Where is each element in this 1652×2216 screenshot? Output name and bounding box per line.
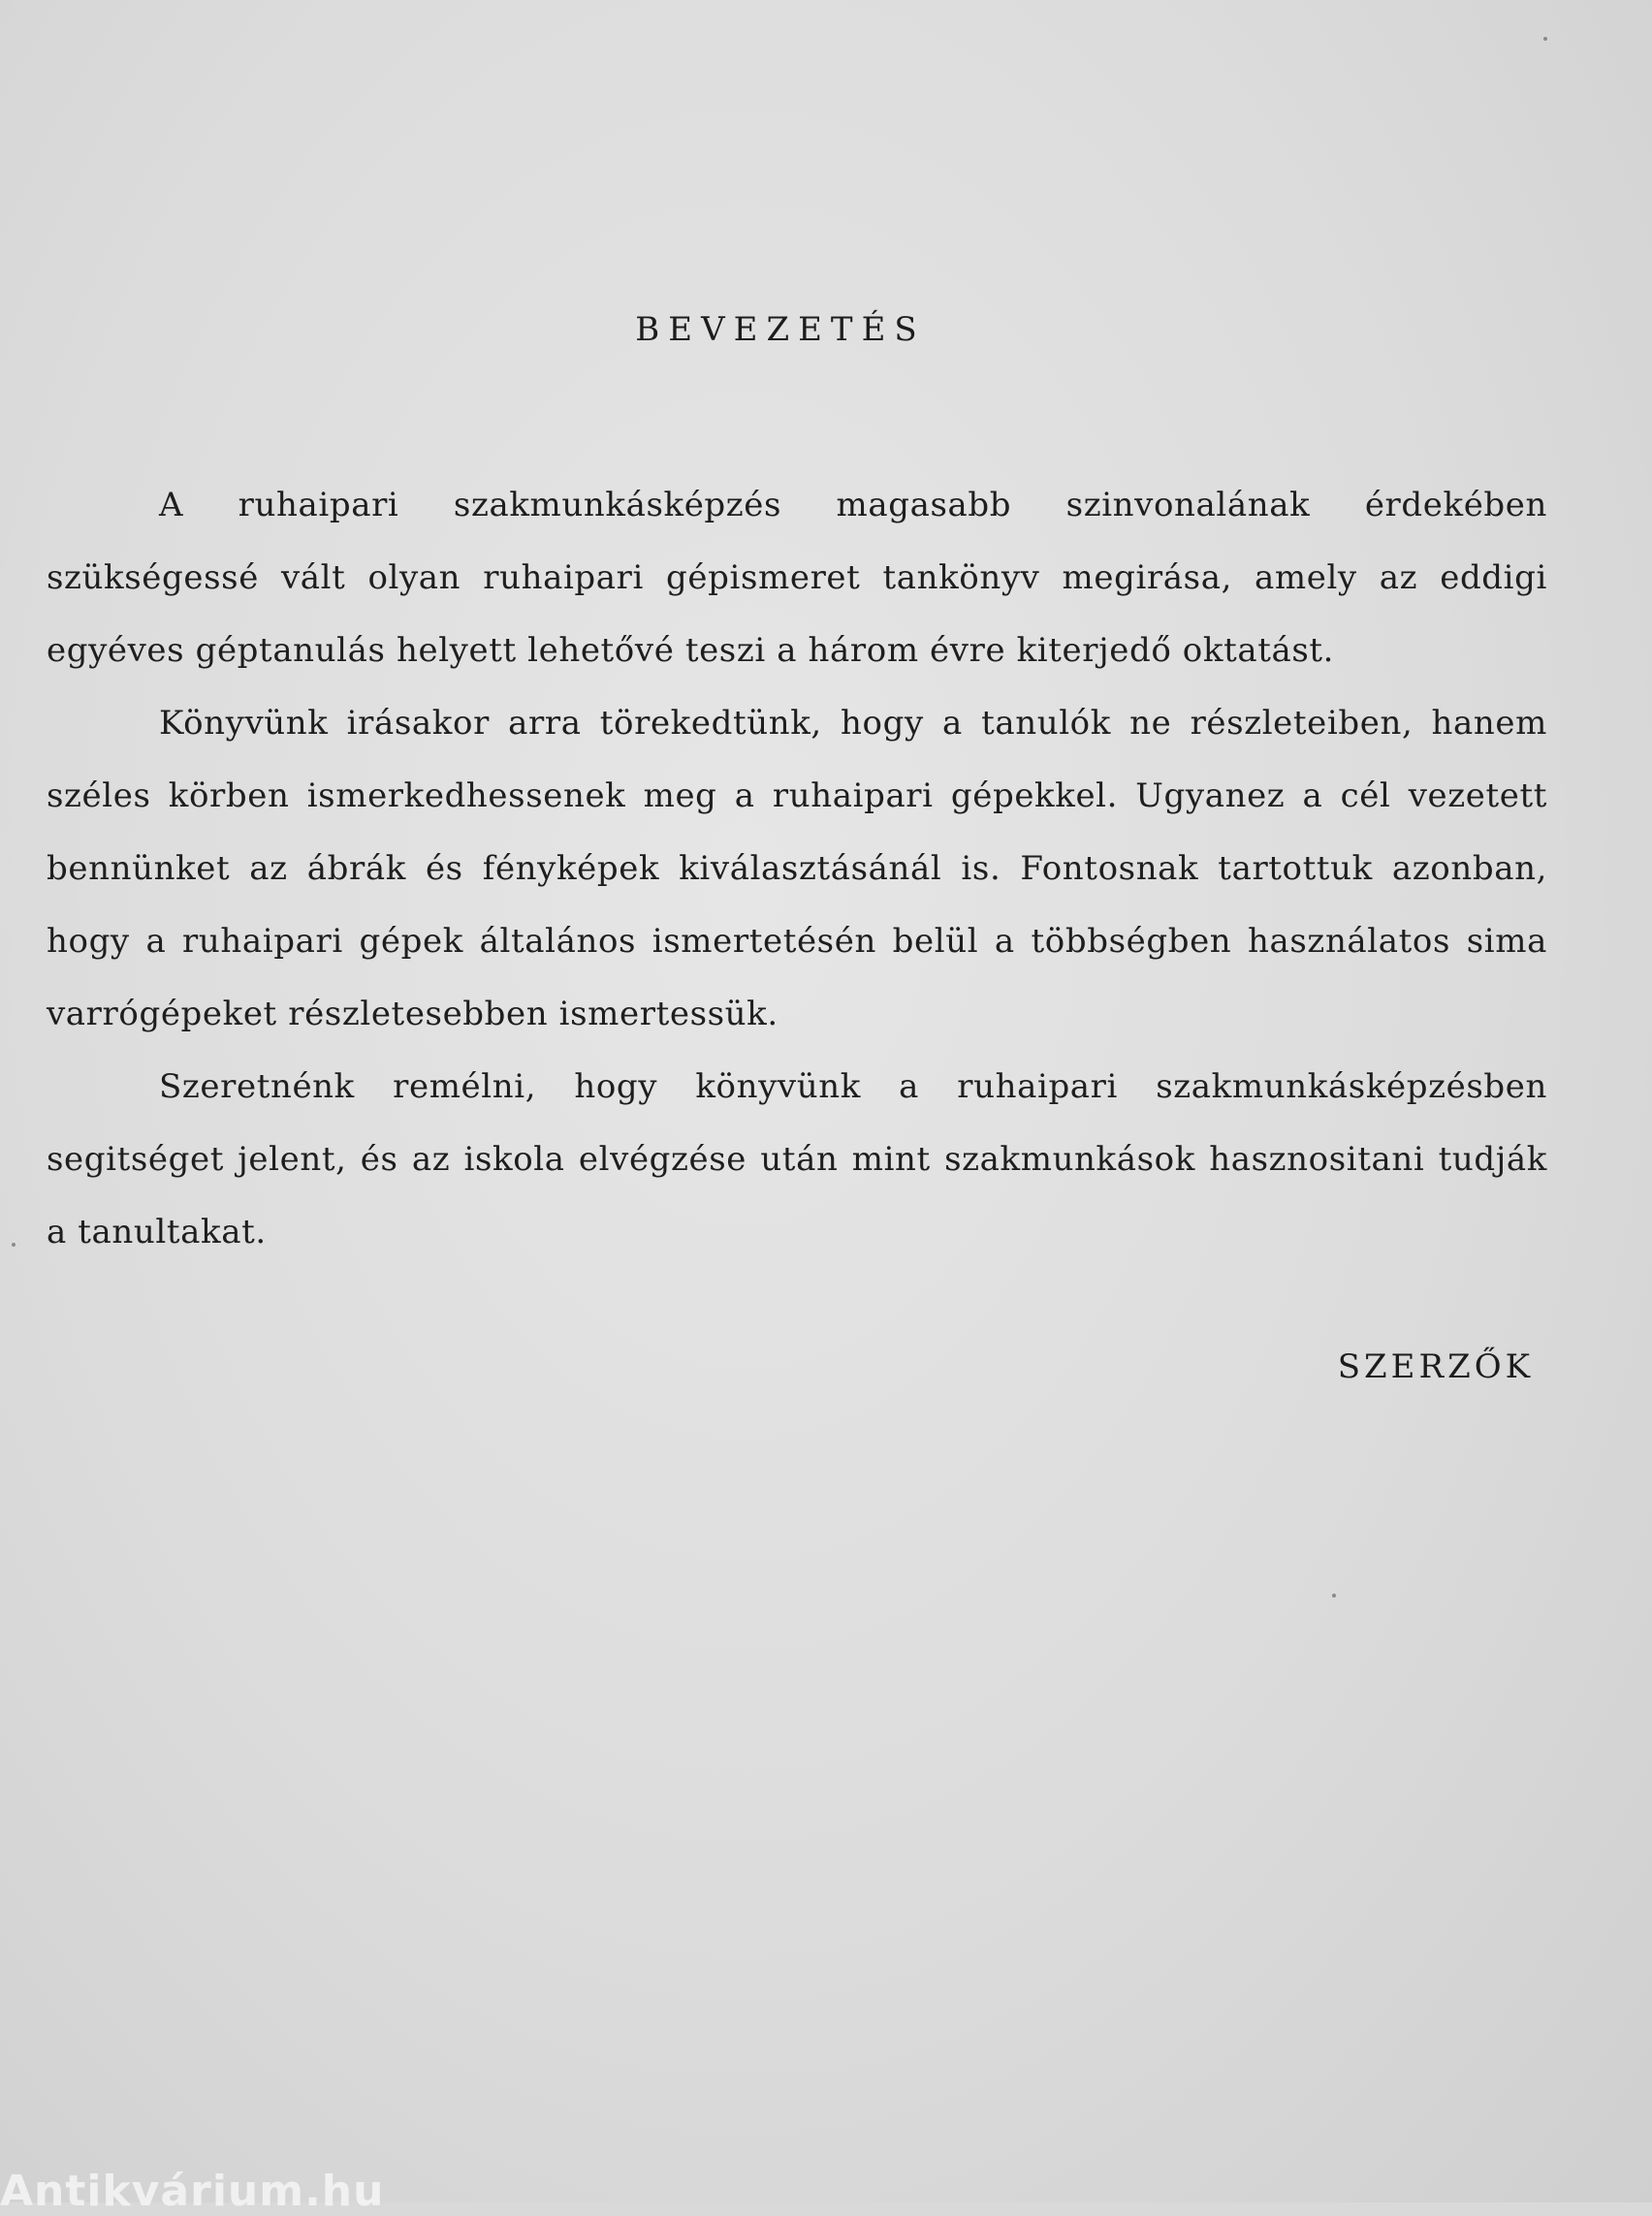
paragraph-3: Szeretnénk remélni, hogy könyvünk a ruhaipari szakmunkásképzésben segitséget jelent, és az iskola elvégzése után mint szakmunkások hasznositani tudják a tanultakat.: [47, 1067, 1547, 1251]
body-text: [47, 469, 1547, 1269]
paper-speck: [1543, 37, 1547, 41]
page-title: BEVEZETÉS: [635, 310, 926, 349]
watermark: Antikvárium.hu: [0, 2167, 385, 2216]
paper-speck: [1332, 1594, 1336, 1598]
paragraph-1: A ruhaipari szakmunkásképzés magasabb szinvonalának érdekében szükségessé vált olyan ruhaipari gépismeret tankönyv megirása, amely az eddigi egyéves géptanulás helyett lehetővé teszi a három évre kiterjedő oktatást.: [47, 486, 1547, 670]
signature: SZERZŐK: [1337, 1347, 1534, 1386]
paragraph-2: Könyvünk irásakor arra törekedtünk, hogy a tanulók ne részleteiben, hanem széles körben ismerkedhessenek meg a ruhaipari gépekkel. Ugyanez a cél vezetett bennünket az ábrák és fényképek kiválasztásánál is. Fontosnak tartottuk azonban, hogy a ruhaipari gépek általános ismertetésén belül a többségben használatos sima varrógépeket részletesebben ismertessük.: [47, 704, 1547, 1033]
paper-speck: [12, 1243, 16, 1247]
